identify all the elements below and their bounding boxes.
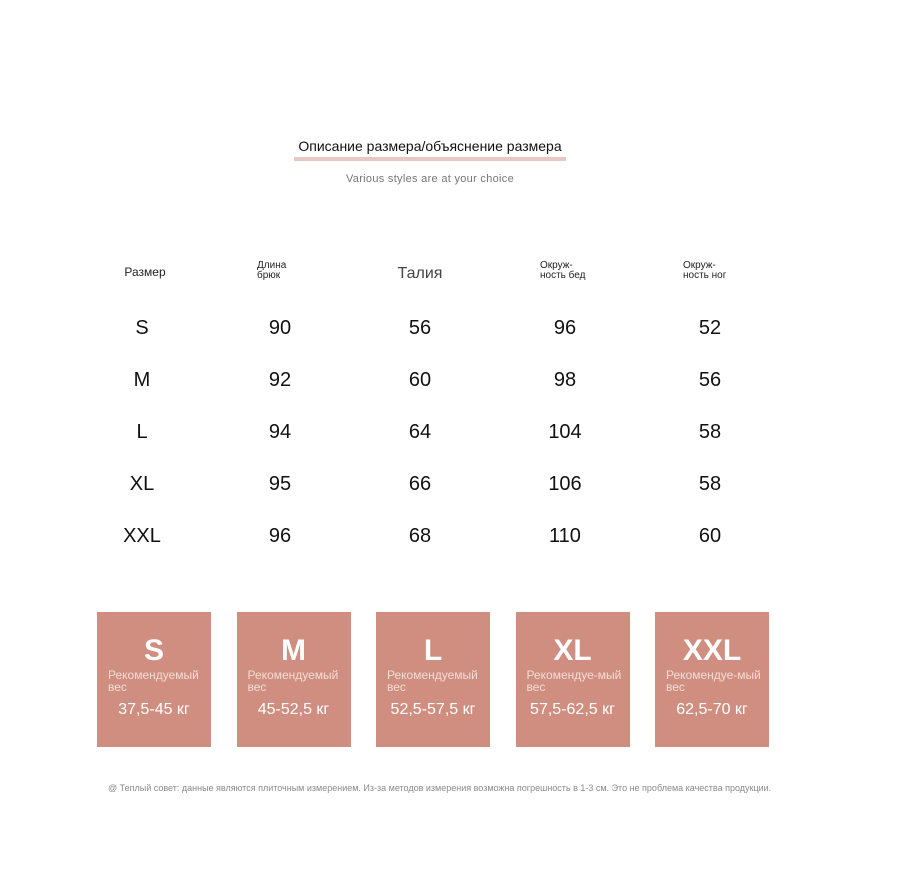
card-weight: 62,5-70 кг <box>676 701 748 718</box>
measurement-cell: 58 <box>698 473 722 495</box>
card-weight: 52,5-57,5 кг <box>390 701 476 718</box>
weight-card-l <box>376 612 490 747</box>
measurement-cell: 92 <box>268 369 292 391</box>
measurement-cell: 90 <box>268 317 292 339</box>
measurement-cell: 66 <box>408 473 432 495</box>
measurement-cell: 94 <box>268 421 292 443</box>
measurement-cell: 64 <box>408 421 432 443</box>
table-row <box>70 473 790 525</box>
card-label: Рекомендуемый вес <box>247 668 339 694</box>
size-cell: M <box>133 369 151 391</box>
measurement-cell: 56 <box>698 369 722 391</box>
measurement-cell: 98 <box>553 369 577 391</box>
table-row <box>70 525 790 577</box>
header <box>0 138 860 185</box>
page-title: Описание размера/объяснение размера <box>294 138 565 161</box>
column-header-leg: Окруж-ность ног <box>683 261 727 281</box>
card-size: L <box>423 634 443 667</box>
table-row <box>70 317 790 369</box>
size-cell: S <box>135 317 149 339</box>
card-label: Рекомендуемый вес <box>108 668 199 694</box>
footnote: @ Теплый совет: данные являются плиточным измерением. Из-за методов измерения возможна погрешность в 1-3 см. Это не проблема качества продукции. <box>108 783 772 793</box>
measurement-cell: 110 <box>549 525 581 547</box>
measurement-cell: 68 <box>408 525 432 547</box>
card-size: M <box>281 634 306 667</box>
weight-cards <box>97 612 777 747</box>
size-table <box>70 255 790 555</box>
measurement-cell: 95 <box>268 473 292 495</box>
weight-card-xxl <box>655 612 769 747</box>
weight-card-m <box>237 612 351 747</box>
measurement-cell: 60 <box>698 525 722 547</box>
measurement-cell: 60 <box>408 369 432 391</box>
column-header-waist: Талия <box>397 265 443 282</box>
column-header-length: Длина брюк <box>257 260 287 281</box>
weight-card-xl <box>516 612 630 747</box>
page-subtitle: Various styles are at your choice <box>345 173 515 185</box>
card-size: XXL <box>682 634 742 667</box>
card-label: Рекомендуе-мый вес <box>666 668 761 694</box>
measurement-cell: 104 <box>548 421 582 443</box>
weight-card-s <box>97 612 211 747</box>
card-label: Рекомендуе-мый вес <box>526 668 622 694</box>
measurement-cell: 58 <box>698 421 722 443</box>
card-size: S <box>143 634 164 667</box>
column-header-hips: Окруж-ность бед <box>540 261 586 281</box>
size-cell: L <box>136 421 148 443</box>
measurement-cell: 96 <box>553 317 577 339</box>
card-weight: 57,5-62,5 кг <box>530 701 615 718</box>
table-row <box>70 369 790 421</box>
table-row <box>70 421 790 473</box>
measurement-cell: 56 <box>408 317 432 339</box>
card-size: XL <box>553 634 592 667</box>
column-header-size: Размер <box>124 265 166 279</box>
measurement-cell: 96 <box>268 525 292 547</box>
measurement-cell: 106 <box>548 473 582 495</box>
card-weight: 45-52,5 кг <box>257 701 330 718</box>
size-cell: XXL <box>123 525 161 547</box>
measurement-cell: 52 <box>698 317 722 339</box>
size-cell: XL <box>129 473 155 495</box>
card-label: Рекомендуемый вес <box>387 668 478 694</box>
card-weight: 37,5-45 кг <box>118 701 190 718</box>
table-header <box>70 255 790 295</box>
